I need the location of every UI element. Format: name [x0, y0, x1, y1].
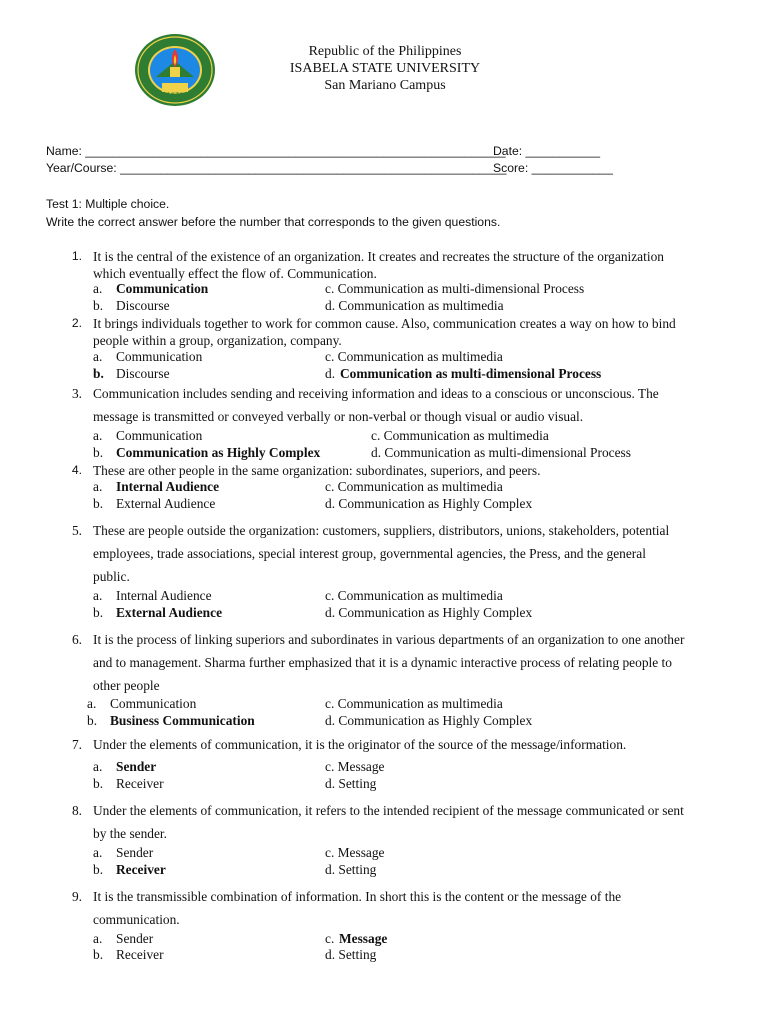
- option-a[interactable]: Sender: [116, 931, 154, 946]
- question-text: These are other people in the same organization: subordinates, superiors, and peers.: [93, 463, 541, 478]
- question-text: message is transmitted or conveyed verbally or non-verbal or though visual or audio visual.: [93, 409, 584, 424]
- option-b[interactable]: Receiver: [116, 862, 166, 877]
- option-a[interactable]: Communication: [116, 281, 209, 296]
- question-number: 2.: [71, 316, 82, 330]
- option-letter: a.: [93, 931, 103, 946]
- test-instructions: [46, 195, 500, 231]
- option-letter: b.: [93, 605, 104, 620]
- option-letter: d.: [325, 366, 336, 381]
- question-number: 8.: [71, 803, 82, 818]
- question-text: other people: [93, 678, 160, 693]
- option-c[interactable]: c. Communication as multimedia: [325, 696, 503, 711]
- option-letter: b.: [93, 366, 104, 381]
- name-field[interactable]: Name: ______________________________________________________________: [46, 144, 506, 158]
- score-field[interactable]: Score: ____________: [493, 161, 613, 175]
- option-letter: b.: [93, 445, 104, 460]
- option-d[interactable]: d. Communication as Highly Complex: [325, 713, 533, 728]
- question-text: These are people outside the organization: customers, suppliers, distributors, unions, stakeholders, potential: [93, 523, 670, 538]
- date-field[interactable]: Date: ___________: [493, 144, 601, 158]
- option-b[interactable]: Communication as Highly Complex: [116, 445, 321, 460]
- year-course-field[interactable]: Year/Course: _________________________________________________________: [46, 161, 507, 175]
- option-d[interactable]: d. Setting: [325, 947, 377, 962]
- test-instruction: Write the correct answer before the number that corresponds to the given questions.: [46, 215, 501, 229]
- option-c[interactable]: c. Message: [325, 759, 385, 774]
- question-text: It is the process of linking superiors and subordinates in various departments of an organization to one another: [93, 632, 685, 647]
- option-a[interactable]: Communication: [110, 696, 197, 711]
- option-a[interactable]: Internal Audience: [116, 479, 220, 494]
- option-c[interactable]: c. Message: [325, 845, 385, 860]
- option-b[interactable]: Receiver: [116, 776, 164, 791]
- question-text: employees, trade associations, special interest group, governmental agencies, the Press, and the general: [93, 546, 646, 561]
- option-letter: a.: [93, 349, 103, 364]
- option-b[interactable]: External Audience: [116, 496, 216, 511]
- question-text: people within a group, organization, company.: [93, 333, 342, 348]
- option-c[interactable]: c. Communication as multimedia: [371, 428, 549, 443]
- option-b[interactable]: Discourse: [116, 298, 170, 313]
- option-letter: b.: [93, 496, 104, 511]
- question-text: Under the elements of communication, it refers to the intended recipient of the message communicated or sent: [93, 803, 684, 818]
- option-c[interactable]: c. Communication as multimedia: [325, 479, 503, 494]
- option-letter: a.: [87, 696, 97, 711]
- question-number: 9.: [71, 889, 82, 904]
- question-text: It brings individuals together to work for common cause. Also, communication creates a way on how to bind: [93, 316, 676, 331]
- option-letter: b.: [93, 862, 104, 877]
- header-line-1: Republic of the Philippines: [308, 44, 462, 59]
- option-letter: a.: [93, 845, 103, 860]
- option-d[interactable]: d. Communication as multimedia: [325, 298, 504, 313]
- option-a[interactable]: Internal Audience: [116, 588, 212, 603]
- option-letter: a.: [93, 588, 103, 603]
- test-title: Test 1: Multiple choice.: [46, 197, 170, 211]
- option-c[interactable]: Message: [339, 931, 388, 946]
- student-info-form: [46, 143, 613, 177]
- question-text: which eventually effect the flow of. Communication.: [93, 266, 377, 281]
- option-a[interactable]: Communication: [116, 428, 203, 443]
- header-line-3: San Mariano Campus: [324, 78, 446, 93]
- option-b[interactable]: Discourse: [116, 366, 170, 381]
- option-b[interactable]: Receiver: [116, 947, 164, 962]
- option-d[interactable]: d. Communication as Highly Complex: [325, 496, 533, 511]
- option-letter: a.: [93, 759, 103, 774]
- option-letter: a.: [93, 281, 103, 296]
- option-d[interactable]: d. Setting: [325, 862, 377, 877]
- question-text: public.: [93, 569, 130, 584]
- option-d[interactable]: d. Communication as Highly Complex: [325, 605, 533, 620]
- option-c[interactable]: c. Communication as multi-dimensional Process: [325, 281, 585, 296]
- option-a[interactable]: Communication: [116, 349, 203, 364]
- option-b[interactable]: External Audience: [116, 605, 223, 620]
- option-letter: b.: [93, 776, 104, 791]
- question-text: Communication includes sending and receiving information and ideas to a conscious or unconscious. The: [93, 386, 659, 401]
- seal-year: 1978: [166, 92, 184, 99]
- question-number: 3.: [71, 386, 82, 401]
- question-number: 1.: [71, 249, 82, 263]
- document-header: [240, 43, 530, 94]
- option-a[interactable]: Sender: [116, 759, 157, 774]
- option-letter: b.: [93, 298, 104, 313]
- question-number: 6.: [71, 632, 82, 647]
- header-line-2: ISABELA STATE UNIVERSITY: [289, 61, 481, 76]
- question-text: communication.: [93, 912, 180, 927]
- question-number: 5.: [71, 523, 82, 538]
- option-letter: c.: [325, 931, 335, 946]
- option-letter: b.: [87, 713, 98, 728]
- option-c[interactable]: c. Communication as multimedia: [325, 588, 503, 603]
- question-number: 4.: [71, 463, 82, 477]
- option-b[interactable]: Business Communication: [110, 713, 255, 728]
- question-number: 7.: [71, 737, 82, 752]
- question-text: and to management. Sharma further emphasized that it is a dynamic interactive process of relating people to: [93, 655, 672, 670]
- question-text: It is the central of the existence of an organization. It creates and recreates the structure of the organization: [93, 249, 664, 264]
- question-text: It is the transmissible combination of information. In short this is the content or the message of the: [93, 889, 622, 904]
- option-d[interactable]: Communication as multi-dimensional Process: [340, 366, 602, 381]
- option-letter: a.: [93, 479, 103, 494]
- option-d[interactable]: d. Communication as multi-dimensional Process: [371, 445, 631, 460]
- option-c[interactable]: c. Communication as multimedia: [325, 349, 503, 364]
- option-a[interactable]: Sender: [116, 845, 154, 860]
- question-text: by the sender.: [93, 826, 168, 841]
- option-letter: b.: [93, 947, 104, 962]
- option-d[interactable]: d. Setting: [325, 776, 377, 791]
- option-letter: a.: [93, 428, 103, 443]
- question-text: Under the elements of communication, it is the originator of the source of the message/information.: [93, 737, 627, 752]
